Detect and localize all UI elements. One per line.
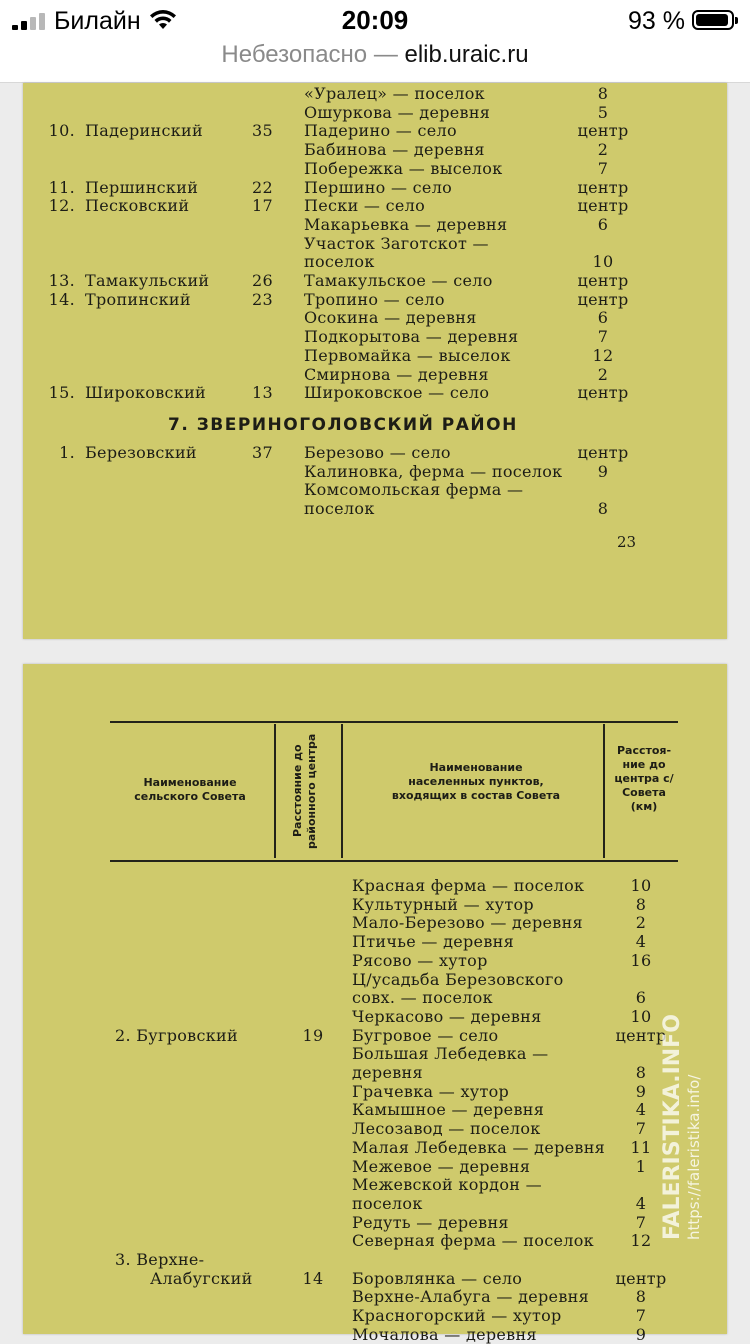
- council-distance: 4: [635, 1193, 647, 1213]
- address-bar[interactable]: [0, 42, 750, 83]
- council-distance: 8: [635, 1287, 647, 1307]
- status-bar: [0, 0, 750, 42]
- watermark-brand: FALERISTIKA.INFO: [660, 1014, 685, 1240]
- council-distance: центр: [615, 1025, 667, 1045]
- settlement-name: Тропино — село: [304, 289, 445, 309]
- header-distance-to-district: Расстояние до районного центра: [291, 733, 318, 849]
- settlement-name: поселок: [304, 252, 375, 272]
- settlement-name: Верхне-Алабуга — деревня: [352, 1287, 589, 1307]
- council-distance: центр: [577, 196, 629, 216]
- council-distance: 5: [597, 102, 609, 122]
- district-distance: 26: [252, 271, 273, 290]
- district-distance: 23: [252, 289, 273, 309]
- settlement-name: Ц/усадьба Березовского: [352, 969, 564, 989]
- settlement-name: «Уралец» — поселок: [304, 84, 485, 103]
- settlement-name: Першино — село: [304, 177, 453, 197]
- settlement-name: Калиновка, ферма — поселок: [304, 461, 563, 481]
- settlement-name: совх. — поселок: [352, 988, 493, 1008]
- clock: 20:09: [341, 5, 409, 35]
- settlement-name: Межевской кордон —: [352, 1175, 542, 1195]
- settlement-name: Комсомольская ферма —: [304, 480, 524, 500]
- settlement-name: Межевое — деревня: [352, 1156, 531, 1176]
- scanned-page-24: [23, 664, 727, 1344]
- council-name: Широковский: [85, 383, 207, 403]
- settlement-name: Бабинова — деревня: [304, 140, 485, 160]
- not-secure-label: Небезопасно: [221, 41, 368, 68]
- district-distance: 35: [252, 121, 273, 141]
- council-number: 1.: [59, 443, 75, 462]
- council-distance: центр: [577, 121, 629, 141]
- settlement-name: Бугровое — село: [352, 1025, 499, 1045]
- council-distance: 7: [635, 1212, 647, 1232]
- settlement-name: Подкорытова — деревня: [304, 327, 519, 347]
- council-distance: центр: [577, 271, 629, 290]
- council-distance: 9: [635, 1324, 647, 1344]
- council-number: 10.: [48, 121, 75, 141]
- council-number: 14.: [48, 289, 75, 309]
- settlement-name: поселок: [352, 1193, 423, 1213]
- url-separator: —: [367, 41, 405, 68]
- district-title: 7. ЗВЕРИНОГОЛОВСКИЙ РАЙОН: [168, 415, 518, 435]
- settlement-name: Осокина — деревня: [304, 308, 477, 328]
- council-distance: 10: [630, 1006, 652, 1026]
- council-number: 15.: [48, 383, 75, 403]
- settlement-name: Грачевка — хутор: [352, 1081, 510, 1101]
- settlement-name: Пески — село: [304, 196, 426, 216]
- settlement-name: Птичье — деревня: [352, 932, 514, 952]
- settlement-name: Красная ферма — поселок: [352, 876, 585, 895]
- scanned-page-23: [23, 83, 727, 639]
- carrier-name: Билайн: [54, 7, 141, 35]
- battery-icon: [692, 10, 734, 30]
- council-name: 2. Бугровский: [115, 1025, 238, 1045]
- settlement-name: Тамакульское — село: [304, 271, 493, 290]
- settlement-name: Участок Заготскот —: [304, 233, 489, 253]
- settlement-name: Лесозавод — поселок: [352, 1119, 541, 1139]
- council-distance: 6: [635, 988, 647, 1008]
- council-distance: 10: [592, 252, 614, 272]
- column-divider: [341, 724, 343, 858]
- council-distance: 8: [635, 1063, 647, 1082]
- district-distance: 14: [302, 1268, 324, 1288]
- council-distance: 9: [597, 461, 609, 481]
- council-distance: 9: [635, 1081, 647, 1101]
- settlement-name: Первомайка — выселок: [304, 345, 511, 365]
- council-number: 13.: [48, 271, 75, 290]
- settlement-name: Малая Лебедевка — деревня: [352, 1137, 606, 1157]
- settlement-name: Культурный — хутор: [352, 894, 534, 914]
- council-distance: центр: [577, 289, 629, 309]
- header-council-name: Наименование сельского Совета: [134, 776, 246, 803]
- page-number: 23: [617, 533, 637, 551]
- header-distance-to-council: Расстоя- ние до центра с/Совета (км): [614, 744, 674, 813]
- settlement-name: Редуть — деревня: [352, 1212, 509, 1232]
- settlement-name: Мало-Березово — деревня: [352, 913, 583, 933]
- council-name: Песковский: [85, 196, 190, 216]
- settlement-name: Красногорский — хутор: [352, 1306, 562, 1326]
- district-distance: 17: [252, 196, 273, 216]
- district-distance: 19: [302, 1025, 324, 1045]
- settlement-name: деревня: [352, 1063, 423, 1082]
- table-top-rule: [110, 721, 678, 723]
- council-distance: 7: [635, 1306, 647, 1326]
- council-distance: 1: [635, 1156, 647, 1176]
- council-distance: 8: [597, 84, 609, 103]
- settlement-name: поселок: [304, 499, 375, 519]
- council-name: 3. Верхне-: [115, 1250, 205, 1269]
- column-divider: [274, 724, 276, 858]
- settlement-name: Смирнова — деревня: [304, 364, 489, 384]
- council-distance: 11: [630, 1137, 652, 1157]
- settlement-name: Черкасово — деревня: [352, 1006, 542, 1026]
- council-name: Першинский: [85, 177, 199, 197]
- council-distance: 2: [635, 913, 647, 933]
- council-distance: 6: [597, 214, 609, 234]
- url-host: elib.uraic.ru: [404, 41, 529, 68]
- council-number: 12.: [48, 196, 75, 216]
- council-distance: 2: [597, 140, 609, 160]
- council-distance: 8: [635, 894, 647, 914]
- column-divider: [603, 724, 605, 858]
- table-header-rule: [110, 860, 678, 862]
- council-distance: 4: [635, 932, 647, 952]
- settlement-name: Северная ферма — поселок: [352, 1231, 594, 1251]
- council-distance: 4: [635, 1100, 647, 1120]
- settlement-name: Ошуркова — деревня: [304, 102, 491, 122]
- settlement-name: Боровлянка — село: [352, 1268, 523, 1288]
- council-name: Падеринский: [85, 121, 203, 141]
- settlement-name: Березово — село: [304, 443, 451, 462]
- council-distance: 7: [597, 327, 609, 347]
- settlement-name: Большая Лебедевка —: [352, 1044, 549, 1064]
- council-name: Тропинский: [85, 289, 191, 309]
- council-distance: центр: [615, 1268, 667, 1288]
- council-name: Березовский: [85, 443, 197, 462]
- council-distance: 12: [592, 345, 614, 365]
- council-distance: центр: [577, 177, 629, 197]
- settlement-name: Рясово — хутор: [352, 950, 488, 970]
- council-distance: центр: [577, 443, 629, 462]
- battery-percent: 93 %: [628, 7, 685, 35]
- watermark-url: https://faleristika.info/: [685, 1074, 703, 1240]
- council-distance: центр: [577, 383, 629, 403]
- settlement-name: Побережка — выселок: [304, 158, 503, 178]
- council-distance: 12: [630, 1231, 652, 1251]
- district-distance: 13: [252, 383, 273, 403]
- council-distance: 7: [635, 1119, 647, 1139]
- header-settlements: Наименование населенных пунктов, входящих в состав Совета: [391, 761, 561, 802]
- council-distance: 2: [597, 364, 609, 384]
- settlement-name: Широковское — село: [304, 383, 490, 403]
- settlement-name: Мочалова — деревня: [352, 1324, 537, 1344]
- council-distance: 6: [597, 308, 609, 328]
- council-distance: 16: [630, 950, 652, 970]
- council-distance: 8: [597, 499, 609, 519]
- council-distance: 10: [630, 876, 652, 895]
- settlement-name: Падерино — село: [304, 121, 457, 141]
- watermark: [660, 1014, 703, 1240]
- council-number: 11.: [48, 177, 75, 197]
- settlement-name: Камышное — деревня: [352, 1100, 545, 1120]
- settlement-name: Макарьевка — деревня: [304, 214, 508, 234]
- council-name: Алабугский: [150, 1268, 253, 1288]
- district-distance: 37: [252, 443, 273, 462]
- council-distance: 7: [597, 158, 609, 178]
- district-distance: 22: [252, 177, 273, 197]
- council-name: Тамакульский: [85, 271, 210, 290]
